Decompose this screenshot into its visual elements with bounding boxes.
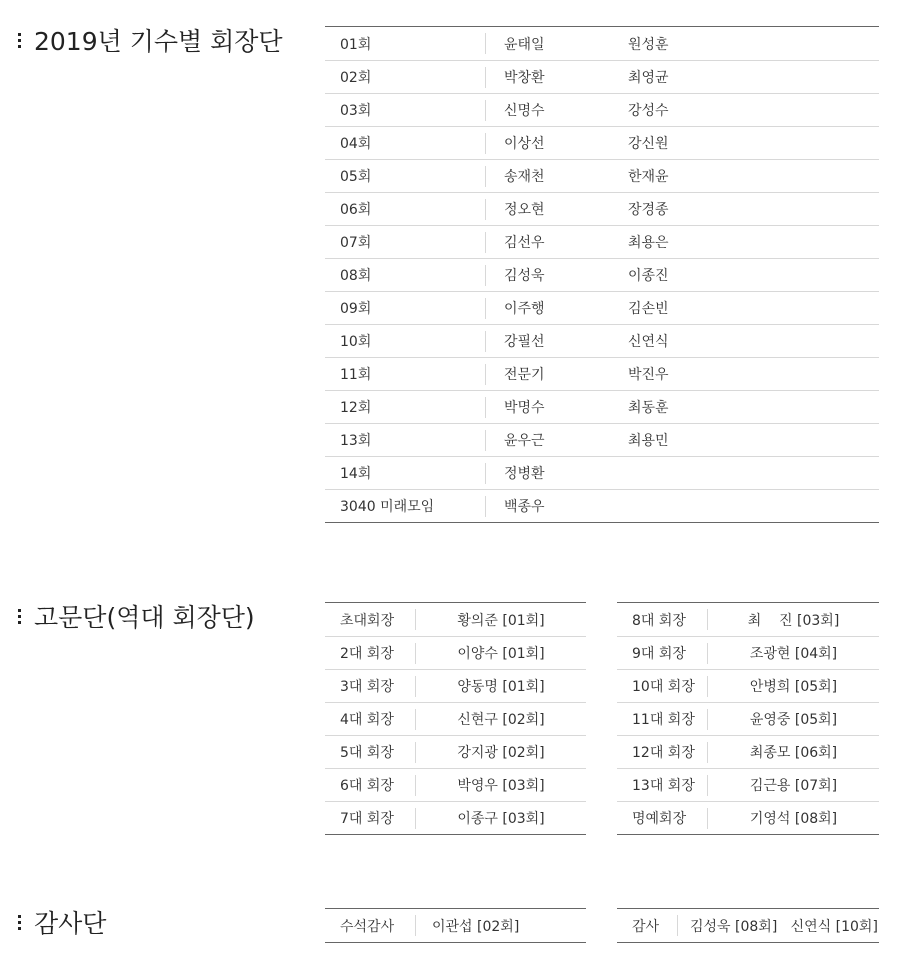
president-name: 정병환 [504,466,545,482]
section-heading-advisors [18,598,255,634]
auditors-table-left [325,908,586,943]
president-name: 송재천 [504,169,545,185]
term-label: 13대 회장 [632,778,695,794]
vice-president-name: 박진우 [628,367,669,383]
generation-label: 05회 [340,169,372,185]
vice-president-name: 장경종 [628,202,669,218]
table-row [325,735,586,768]
vice-president-name: 최동훈 [628,400,669,416]
section-heading-auditors [18,904,106,940]
president-name: 신명수 [504,103,545,119]
table-row [325,27,879,60]
advisor-name: 신현구 [02회] [457,712,545,728]
president-name: 윤태일 [504,36,545,53]
term-label: 3대 회장 [340,679,394,695]
auditor-names: 김성욱 [08회] 신연식 [10회] [690,918,878,935]
term-label: 6대 회장 [340,778,394,794]
advisor-name: 안병희 [05회] [749,679,838,695]
vice-president-name: 강성수 [628,103,669,119]
table-row [325,225,879,258]
generation-label: 07회 [340,235,372,251]
vice-president-name: 최용은 [628,235,669,251]
term-label: 명예회장 [632,811,687,827]
vice-president-name: 원성훈 [628,36,669,53]
generation-label: 3040 미래모임 [340,499,435,515]
table-row [617,669,879,702]
advisor-name: 김근용 [07회] [749,778,838,794]
auditor-role: 수석감사 [340,918,395,935]
table-row [325,801,586,834]
table-row [325,636,586,669]
table-row [617,636,879,669]
president-name: 박명수 [504,400,545,416]
president-name: 백종우 [504,499,545,515]
generation-label: 12회 [340,400,372,416]
term-label: 2대 회장 [340,646,394,662]
generation-label: 02회 [340,70,372,86]
table-row [325,192,879,225]
table-row [325,768,586,801]
table-row [325,909,586,942]
president-name: 전문기 [504,367,545,383]
advisor-name: 박영우 [03회] [457,778,545,794]
table-row [325,489,879,522]
advisor-name: 윤영중 [05회] [749,712,838,728]
vice-president-name: 강신원 [628,136,669,152]
vice-president-name: 이종진 [628,268,669,284]
advisor-name: 이종구 [03회] [457,811,545,827]
president-name: 이상선 [504,136,545,152]
colon-icon [18,30,22,51]
vice-president-name: 최용민 [628,433,669,449]
section-heading-generations [18,22,283,58]
table-row [617,603,879,636]
vice-president-name: 김손빈 [628,301,669,317]
table-row [325,324,879,357]
generation-label: 04회 [340,136,372,152]
table-row [325,702,586,735]
colon-icon [18,606,22,627]
president-name: 정오현 [504,202,545,218]
advisor-name: 이양수 [01회] [457,646,545,662]
president-name: 박창환 [504,70,545,86]
table-row [325,390,879,423]
table-row [617,768,879,801]
table-row [325,603,586,636]
president-name: 김성욱 [504,268,545,284]
table-row [325,423,879,456]
table-row [325,60,879,93]
colon-icon [18,912,22,933]
auditor-role: 감사 [632,918,660,935]
generation-label: 09회 [340,301,372,317]
section-title: 감사단 [34,909,107,938]
advisor-name: 강지광 [02회] [457,745,545,761]
term-label: 8대 회장 [632,612,686,629]
generation-label: 01회 [340,36,372,53]
table-row [617,702,879,735]
term-label: 5대 회장 [340,745,394,761]
advisor-name: 최 진 [03회] [747,612,840,629]
advisor-name: 황의준 [01회] [457,612,545,629]
table-row [325,258,879,291]
generation-officers-table [325,26,879,523]
advisors-table-left [325,602,586,835]
generation-label: 06회 [340,202,372,218]
generation-label: 14회 [340,466,372,482]
advisor-name: 기영석 [08회] [749,811,838,827]
term-label: 11대 회장 [632,712,695,728]
vice-president-name: 신연식 [628,334,669,350]
president-name: 김선우 [504,235,545,251]
generation-label: 10회 [340,334,372,350]
generation-label: 03회 [340,103,372,119]
section-title: 고문단(역대 회장단) [34,603,255,632]
term-label: 4대 회장 [340,712,394,728]
table-row [325,291,879,324]
advisor-name: 조광현 [04회] [749,646,838,662]
advisors-table-right [617,602,879,835]
table-row [325,669,586,702]
table-row [325,126,879,159]
president-name: 윤우근 [504,433,545,449]
term-label: 9대 회장 [632,646,686,662]
president-name: 강필선 [504,334,545,350]
advisor-name: 최종모 [06회] [749,745,838,761]
vice-president-name: 한재윤 [628,169,669,185]
auditors-table-right [617,908,879,943]
generation-label: 08회 [340,268,372,284]
table-row [325,159,879,192]
vice-president-name: 최영균 [628,70,669,86]
term-label: 초대회장 [340,612,395,629]
president-name: 이주행 [504,301,545,317]
table-row [325,93,879,126]
table-row [325,456,879,489]
term-label: 12대 회장 [632,745,695,761]
table-row [325,357,879,390]
advisor-name: 양동명 [01회] [457,679,545,695]
table-row [617,801,879,834]
term-label: 7대 회장 [340,811,394,827]
term-label: 10대 회장 [632,679,695,695]
generation-label: 13회 [340,433,372,449]
auditor-names: 이관섭 [02회] [432,918,520,935]
table-row [617,735,879,768]
generation-label: 11회 [340,367,372,383]
table-row [617,909,879,942]
section-title: 2019년 기수별 회장단 [34,27,283,56]
